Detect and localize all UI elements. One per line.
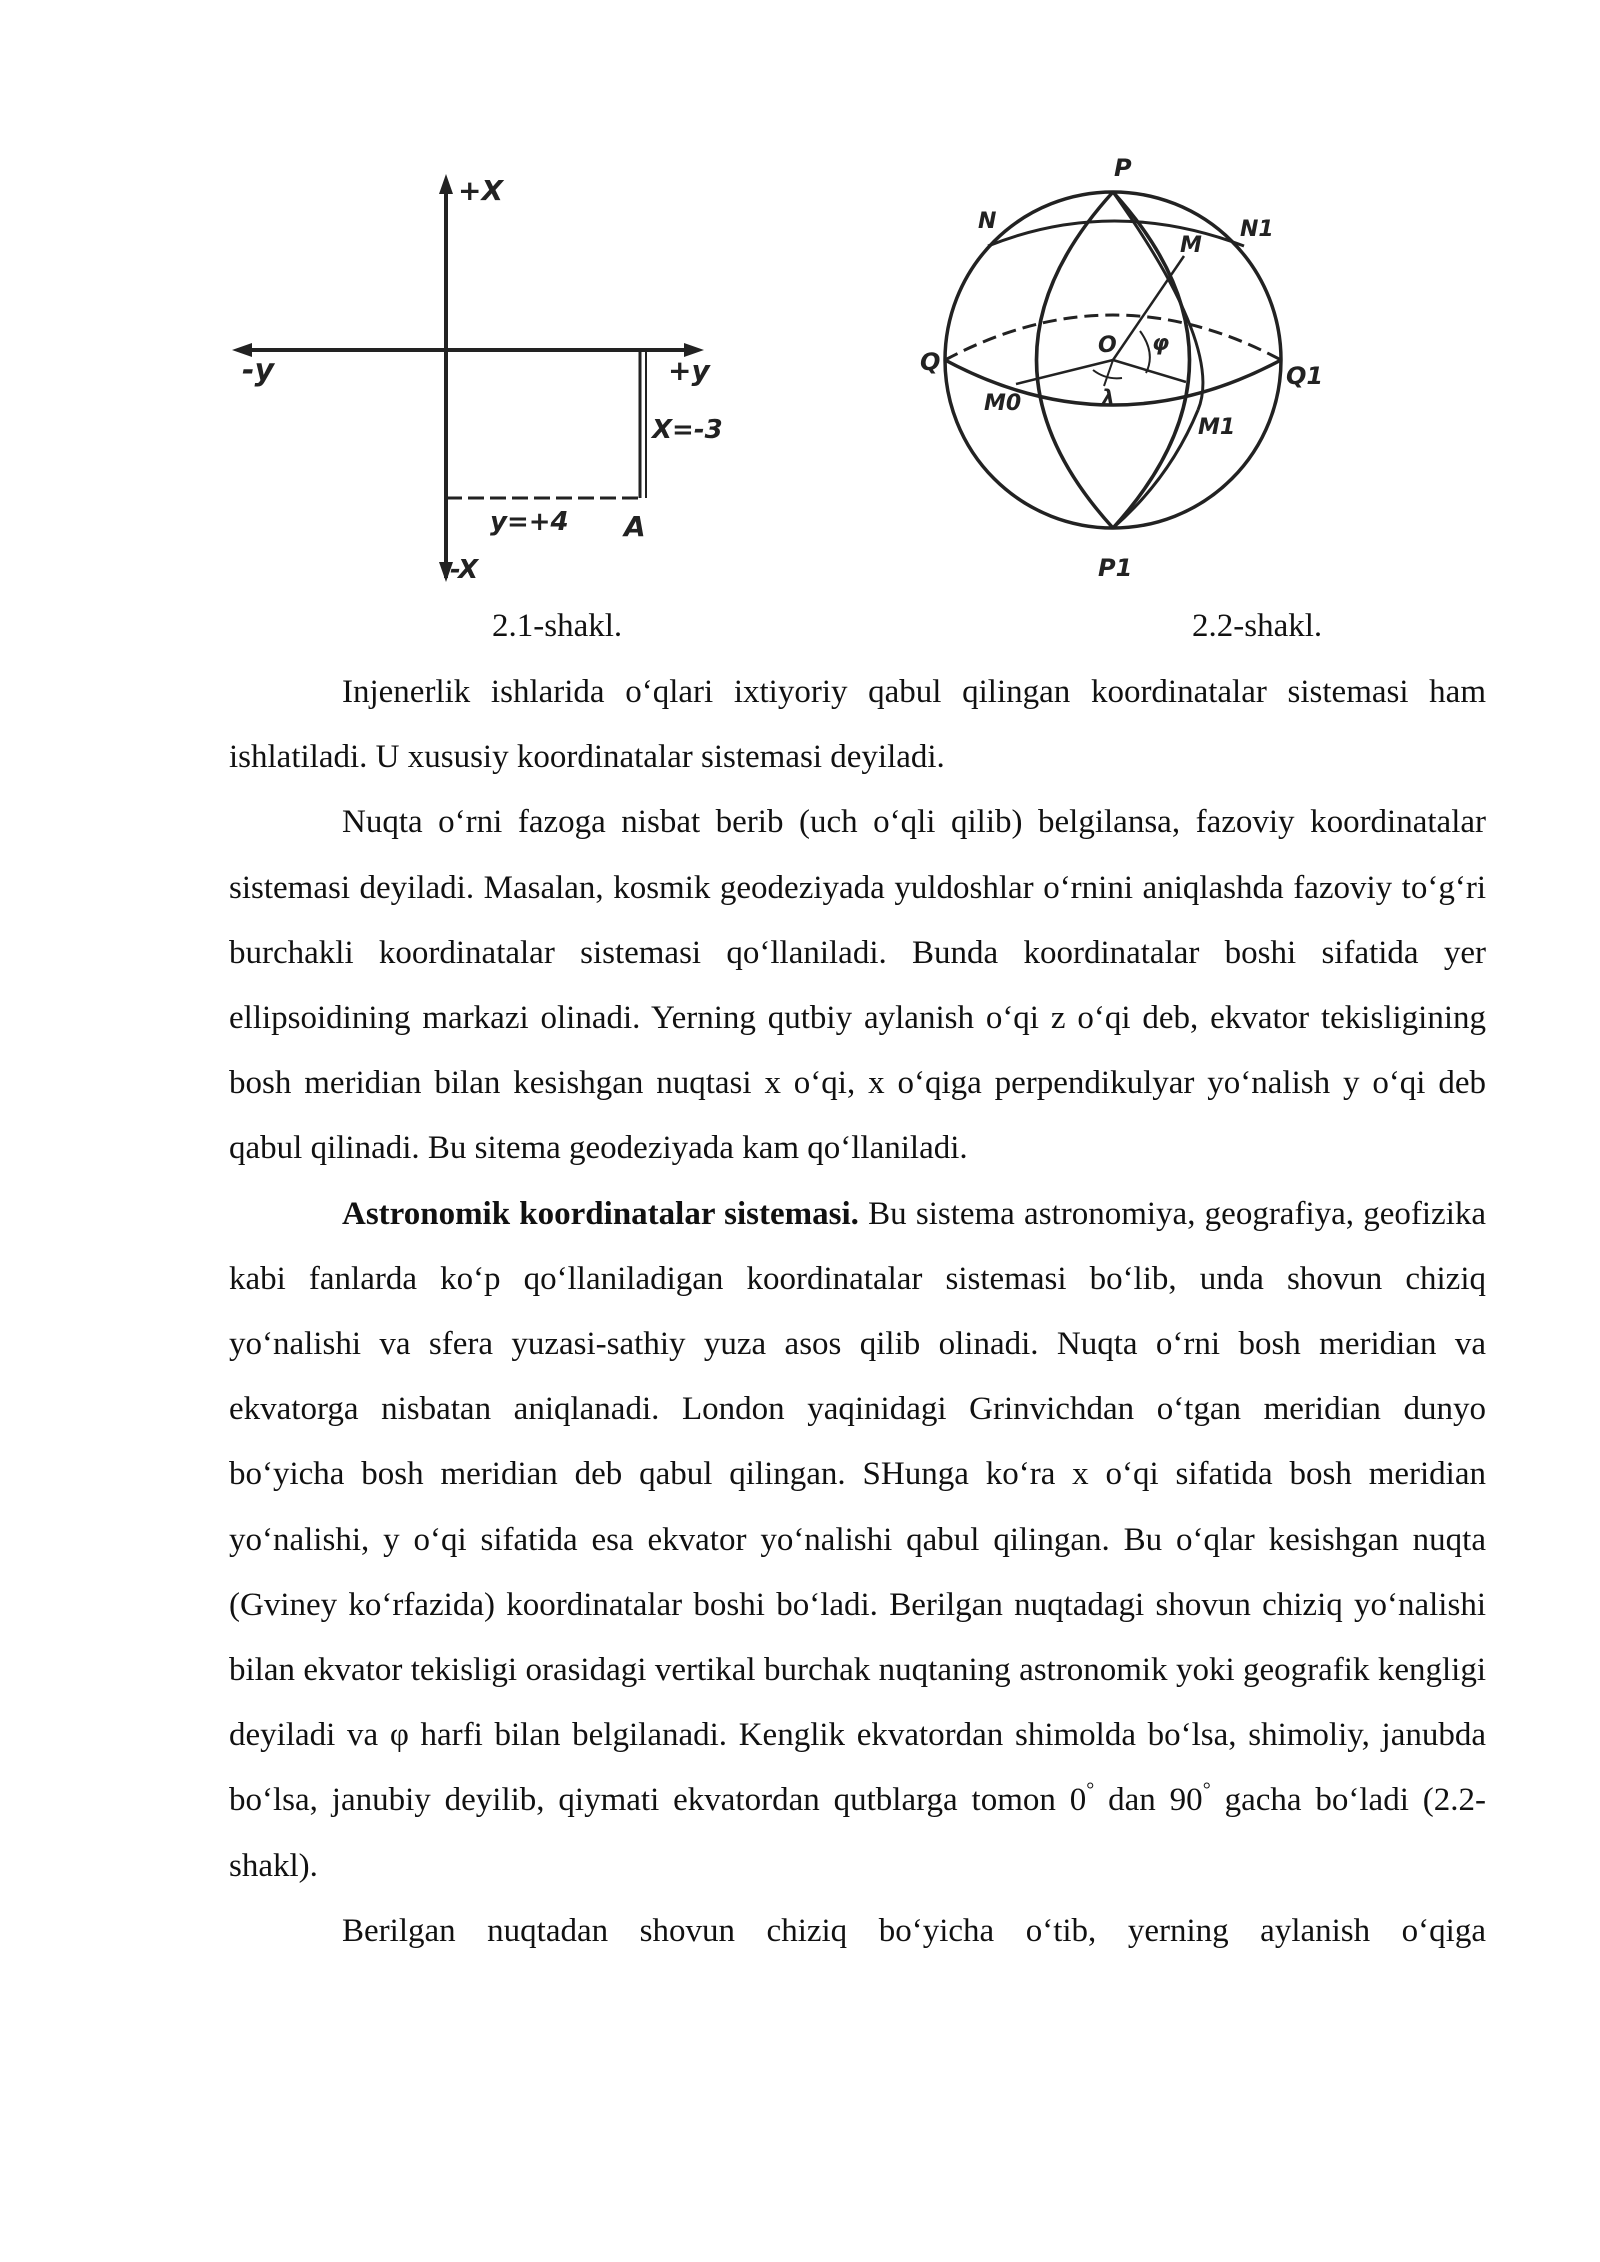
paragraph-3-text-1: Bu sistema astronomiya, geografiya, geofizika kabi fanlarda ko‘p qo‘llaniladigan koordinatalar sistemasi bo‘lib, unda shovun chiziq yo‘nalishi va sfera yuzasi-sathiy yuza asos qilib olinadi. Nuqta o‘rni bosh meridian va ekvatorga nisbatan aniqlanadi. London yaqinidagi Grinvichdan o‘tgan meridian dunyo bo‘yicha bosh meridian deb qabul qilingan. SHunga ko‘ra x o‘qi sifatida bosh meridian yo‘nalishi, y o‘qi sifatida esa ekvator yo‘nalishi qabul qilingan. Bu o‘qlar kesishgan nuqta (Gviney ko‘rfazida) koordinatalar boshi bo‘ladi. Berilgan nuqtadagi shovun chiziq yo‘nalishi bilan ekvator tekisligi orasidagi vertikal burchak nuqtaning astronomik yoki geografik kengligi deyiladi va: [229, 1195, 1487, 1754]
figure-2-2: [908, 148, 1328, 598]
paragraph-3-text-3: dan 90: [1094, 1782, 1203, 1819]
label-n1: N1: [1240, 217, 1274, 242]
label-m0: M0: [984, 391, 1022, 416]
coordinate-axes-diagram: [228, 170, 748, 595]
y-value-label: y=+4: [490, 507, 569, 537]
minus-y-label: -y: [242, 353, 275, 388]
label-phi: φ: [1152, 331, 1170, 356]
sphere-coordinates-diagram: [908, 148, 1328, 598]
degree-symbol: °: [1086, 1779, 1095, 1802]
paragraph-2: Nuqta o‘rni fazoga nisbat berib (uch o‘qli qilib) belgilansa, fazoviy koordinatalar sistemasi deyiladi. Masalan, kosmik geodeziyada yuldoshlar o‘rnini aniqlashda fazoviy to‘g‘ri burchakli koordinatalar sistemasi qo‘llaniladi. Bunda koordinatalar boshi sifatida yer ellipsoidining markazi olinadi. Yerning qutbiy aylanish o‘qi z o‘qi deb, ekvator tekisligining bosh meridian bilan kesishgan nuqtasi x o‘qi, x o‘qiga perpendikulyar yo‘nalish y o‘qi deb qabul qilinadi. Bu sitema geodeziyada kam qo‘llaniladi.: [229, 804, 1486, 1167]
plus-x-label: +X: [458, 174, 504, 207]
plus-y-label: +y: [668, 354, 710, 387]
figure-2-1-caption: 2.1-shakl.: [492, 608, 623, 644]
x-value-label: X=-3: [652, 415, 723, 445]
label-lambda: λ: [1102, 385, 1115, 409]
label-q1: Q1: [1286, 362, 1324, 390]
section-heading: Astronomik koordinatalar sistemasi.: [342, 1195, 859, 1232]
label-p1: P1: [1098, 554, 1133, 582]
phi-symbol: φ: [389, 1717, 409, 1754]
label-m1: M1: [1198, 415, 1236, 440]
paragraph-3-text-4: gacha bo‘ladi (2.2-shakl).: [229, 1782, 1486, 1884]
degree-symbol: °: [1202, 1779, 1211, 1802]
minus-x-label: -X: [450, 555, 479, 585]
label-q: Q: [920, 348, 941, 376]
paragraph-1: Injenerlik ishlarida o‘qlari ixtiyoriy qabul qilingan koordinatalar sistemasi ham ishlatiladi. U xususiy koordinatalar sistemasi deyiladi.: [229, 674, 1486, 776]
body-text: [229, 660, 1486, 1964]
label-m: M: [1180, 233, 1202, 258]
point-a-label: A: [624, 510, 646, 543]
paragraph-3-text-2: harfi bilan belgilanadi. Kenglik ekvatordan shimolda bo‘lsa, shimoliy, janubda bo‘lsa, janubiy deyilib, qiymati ekvatordan qutblarga tomon 0: [229, 1717, 1486, 1819]
figure-2-2-caption: 2.2-shakl.: [1192, 608, 1323, 644]
figure-2-1: [228, 170, 748, 595]
label-p: P: [1114, 154, 1132, 182]
paragraph-3: [229, 1182, 1486, 1899]
paragraph-4: Berilgan nuqtadan shovun chiziq bo‘yicha o‘tib, yerning aylanish o‘qiga: [342, 1912, 1486, 1949]
label-n: N: [978, 209, 997, 234]
label-o: O: [1098, 333, 1117, 358]
